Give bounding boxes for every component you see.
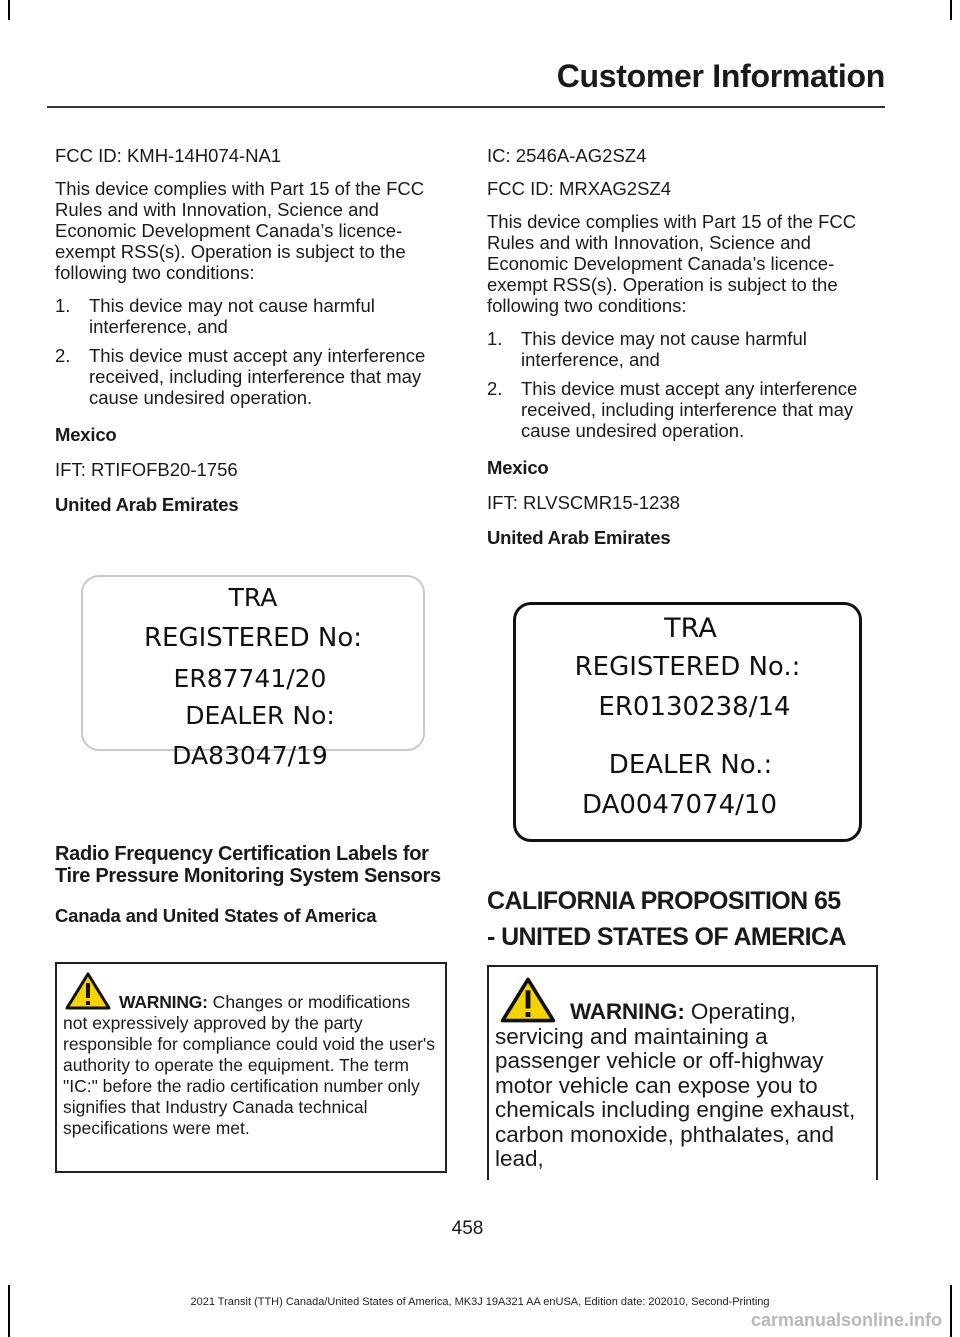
label-line: ER0130238/14 <box>598 692 791 722</box>
list-text: This device must accept any interference received, including interference that may cause undesired operation. <box>521 378 858 441</box>
warning-box <box>55 962 447 1173</box>
rf-heading: Radio Frequency Certification Labels for Tire Pressure Monitoring System Sensors <box>55 843 441 887</box>
california-heading <box>487 883 887 955</box>
page-number: 458 <box>451 1218 484 1239</box>
fcc-id: FCC ID: KMH-14H074-NA1 <box>55 145 282 166</box>
list-item <box>487 328 879 370</box>
crop-mark-top-left <box>8 0 10 20</box>
ic-number: IC: 2546A-AG2SZ4 <box>487 145 647 166</box>
list-number: 1. <box>487 328 503 349</box>
list-text: This device may not cause harmful interference, and <box>89 295 375 337</box>
compliance-text: This device complies with Part 15 of the FCC Rules and with Innovation, Science and Economic Development Canada’s licence-exempt RSS(s). Operation is subject to the following two conditions: <box>55 178 425 283</box>
compliance-text: This device complies with Part 15 of the FCC Rules and with Innovation, Science and Economic Development Canada’s licence-exempt RSS(s). Operation is subject to the following two conditions: <box>487 211 857 316</box>
list-item <box>55 345 447 408</box>
warning-label: WARNING: <box>119 992 208 1012</box>
label-line: ER87741/20 <box>173 664 327 693</box>
mexico-heading: Mexico <box>55 424 117 445</box>
ift-number: IFT: RTIFOFB20-1756 <box>55 459 238 480</box>
label-line: REGISTERED No.: <box>574 652 801 682</box>
label-line: TRA <box>664 613 717 644</box>
label-line: REGISTERED No: <box>143 623 363 653</box>
left-lower-section <box>55 843 450 938</box>
left-column <box>55 145 447 527</box>
uae-heading: United Arab Emirates <box>487 527 671 548</box>
right-column <box>487 145 879 560</box>
tra-label-image <box>513 602 862 842</box>
crop-mark-bottom-left <box>8 1285 10 1337</box>
conditions-list <box>487 328 879 441</box>
list-item <box>55 295 447 337</box>
watermark: carmanualsonline.info <box>750 1310 942 1330</box>
label-line: DEALER No.: <box>608 750 773 780</box>
conditions-list <box>55 295 447 408</box>
label-line: DA83047/19 <box>172 741 328 770</box>
label-line: DA0047074/10 <box>582 790 777 820</box>
section-heading-line: CALIFORNIA PROPOSITION 65 <box>487 887 841 915</box>
label-line: DEALER No: <box>185 701 335 730</box>
crop-mark-top-right <box>950 0 952 20</box>
warning-text <box>495 1000 872 1172</box>
warning-text <box>63 992 439 1139</box>
list-item <box>487 378 879 441</box>
label-line: TRA <box>228 583 278 612</box>
warning-body: Changes or modifications not expressively approved by the party responsible for compliance could void the user's authority to operate the equipment. The term "IC:" before the radio certification number only signifies that Industry Canada technical specifications were met. <box>63 992 436 1138</box>
list-text: This device may not cause harmful interference, and <box>521 328 807 370</box>
canada-usa-heading: Canada and United States of America <box>55 905 377 926</box>
list-number: 2. <box>55 345 71 366</box>
warning-box <box>487 965 878 1207</box>
mexico-heading: Mexico <box>487 457 549 478</box>
uae-heading: United Arab Emirates <box>55 494 239 515</box>
ift-number: IFT: RLVSCMR15-1238 <box>487 492 680 513</box>
warning-body: Operating, servicing and maintaining a passenger vehicle or off-highway motor vehicle can expose you to chemicals including engine exhaust, carbon monoxide, phthalates, and lead, <box>495 999 856 1171</box>
warning-clip-mask <box>487 1180 878 1220</box>
warning-label: WARNING: <box>570 999 685 1024</box>
tra-label-image <box>81 575 425 770</box>
list-number: 2. <box>487 378 503 399</box>
edition-line: 2021 Transit (TTH) Canada/United States of America, MK3J 19A321 AA enUSA, Edition date: 202010, Second-Printing <box>190 1296 770 1308</box>
header-divider <box>47 106 885 108</box>
crop-mark-bottom-right <box>950 1285 952 1337</box>
section-heading-line: - UNITED STATES OF AMERICA <box>487 923 846 951</box>
list-number: 1. <box>55 295 71 316</box>
page-title: Customer Information <box>556 58 885 94</box>
fcc-id: FCC ID: MRXAG2SZ4 <box>487 178 671 199</box>
list-text: This device must accept any interference received, including interference that may cause undesired operation. <box>89 345 426 408</box>
